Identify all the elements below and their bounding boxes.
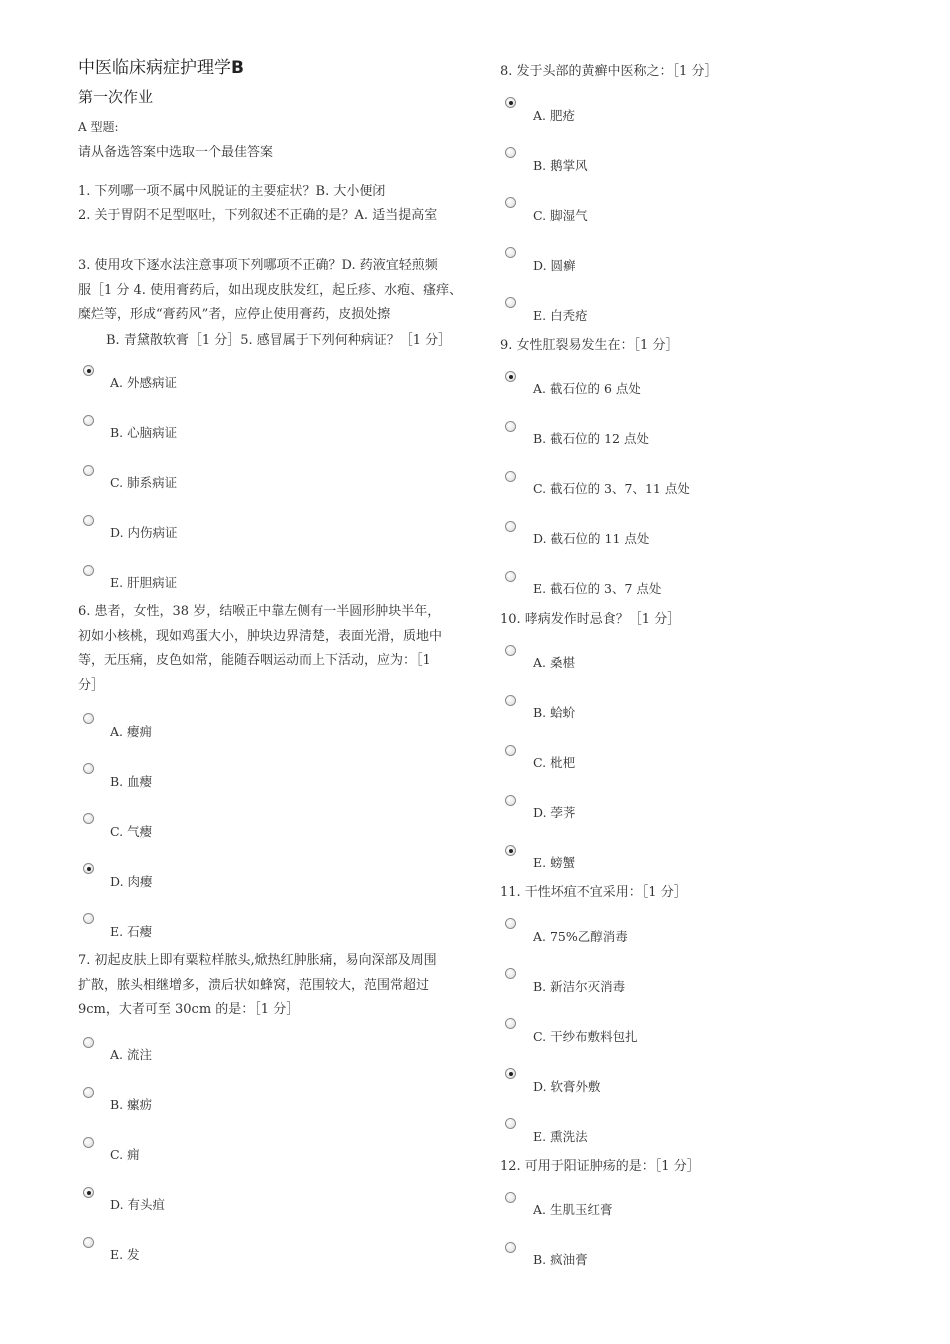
- radio-option[interactable]: [505, 845, 516, 856]
- radio-option[interactable]: [83, 1137, 94, 1148]
- radio-option[interactable]: [83, 863, 94, 874]
- radio-option[interactable]: [83, 515, 94, 526]
- question-9-text: 9. 女性肛裂易发生在：［1 分］: [500, 338, 679, 353]
- question-3-4-text: [78, 254, 478, 328]
- option-label[interactable]: A. 瘿痈: [110, 724, 152, 739]
- radio-option[interactable]: [505, 695, 516, 706]
- option-label[interactable]: C. 痈: [110, 1147, 140, 1162]
- radio-option[interactable]: [83, 365, 94, 376]
- radio-option[interactable]: [505, 1018, 516, 1029]
- option-label[interactable]: D. 截石位的 11 点处: [533, 531, 650, 546]
- option-label[interactable]: B. 疯油膏: [533, 1252, 588, 1267]
- instruction: 请从备选答案中选取一个最佳答案: [78, 145, 274, 160]
- option-label[interactable]: D. 有头疽: [110, 1197, 166, 1212]
- option-label[interactable]: E. 熏洗法: [533, 1129, 588, 1144]
- option-label[interactable]: B. 新洁尔灭消毒: [533, 979, 626, 994]
- option-label[interactable]: D. 肉瘿: [110, 874, 153, 889]
- question-5-text: B. 青黛散软膏［1 分］5. 感冒属于下列何种病证？［1 分］: [106, 333, 452, 348]
- title-suffix: B: [231, 58, 244, 78]
- question-11-text: 11. 干性坏疽不宜采用：［1 分］: [500, 885, 687, 900]
- option-label[interactable]: E. 肝胆病证: [110, 575, 178, 590]
- title-main: 中医临床病症护理学: [78, 58, 231, 78]
- radio-option[interactable]: [83, 1187, 94, 1198]
- radio-option[interactable]: [83, 713, 94, 724]
- option-label[interactable]: A. 外感病证: [110, 375, 177, 390]
- question-3-line: 服［1 分 4. 使用膏药后，如出现皮肤发红，起丘疹、水疱、瘙痒、: [78, 282, 463, 298]
- radio-option[interactable]: [505, 1242, 516, 1253]
- radio-option[interactable]: [83, 1237, 94, 1248]
- radio-option[interactable]: [505, 745, 516, 756]
- option-label[interactable]: B. 心脑病证: [110, 425, 178, 440]
- radio-option[interactable]: [83, 415, 94, 426]
- option-label[interactable]: D. 荸荠: [533, 805, 576, 820]
- option-label[interactable]: A. 桑椹: [533, 655, 575, 670]
- radio-option[interactable]: [505, 968, 516, 979]
- option-label[interactable]: E. 石瘿: [110, 924, 153, 939]
- radio-option[interactable]: [505, 795, 516, 806]
- option-label[interactable]: A. 流注: [110, 1047, 152, 1062]
- option-label[interactable]: D. 软膏外敷: [533, 1079, 601, 1094]
- option-label[interactable]: A. 截石位的 6 点处: [533, 381, 641, 396]
- radio-option[interactable]: [505, 521, 516, 532]
- radio-option[interactable]: [505, 297, 516, 308]
- radio-option[interactable]: [505, 1118, 516, 1129]
- question-6-line: 等，无压痛，皮色如常，能随吞咽运动而上下活动，应为：［1: [78, 653, 431, 668]
- option-label[interactable]: C. 截石位的 3、7、11 点处: [533, 481, 690, 496]
- radio-option[interactable]: [83, 465, 94, 476]
- option-label[interactable]: E. 白秃疮: [533, 308, 588, 323]
- radio-option[interactable]: [505, 1192, 516, 1203]
- radio-option[interactable]: [505, 97, 516, 108]
- radio-option[interactable]: [505, 247, 516, 258]
- radio-option[interactable]: [505, 147, 516, 158]
- option-label[interactable]: E. 截石位的 3、7 点处: [533, 581, 662, 596]
- option-label[interactable]: B. 血瘿: [110, 774, 153, 789]
- radio-option[interactable]: [83, 763, 94, 774]
- option-label[interactable]: C. 气瘿: [110, 824, 153, 839]
- option-label[interactable]: B. 瘰疬: [110, 1097, 153, 1112]
- option-label[interactable]: E. 发: [110, 1247, 140, 1262]
- option-label[interactable]: D. 圆癣: [533, 258, 576, 273]
- question-1: 1. 下列哪一项不属中风脱证的主要症状？B. 大小便闭: [78, 184, 386, 199]
- section-type: A 型题:: [78, 120, 119, 134]
- option-label[interactable]: B. 截石位的 12 点处: [533, 431, 649, 446]
- question-10-text: 10. 哮病发作时忌食？［1 分］: [500, 612, 681, 627]
- radio-option[interactable]: [505, 197, 516, 208]
- question-6-line: 初如小核桃，现如鸡蛋大小，肿块边界清楚，表面光滑，质地中: [78, 628, 443, 644]
- option-label[interactable]: A. 肥疮: [533, 108, 575, 123]
- radio-option[interactable]: [83, 1087, 94, 1098]
- radio-option[interactable]: [505, 421, 516, 432]
- question-8-text: 8. 发于头部的黄癣中医称之：［1 分］: [500, 64, 718, 79]
- document-subtitle: 第一次作业: [78, 88, 154, 106]
- question-7-line: 9cm，大者可至 30cm 的是：［1 分］: [78, 1002, 300, 1017]
- option-label[interactable]: B. 鹅掌风: [533, 158, 588, 173]
- option-label[interactable]: C. 肺系病证: [110, 475, 178, 490]
- question-7-text: [78, 949, 478, 1023]
- question-6-line: 分］: [78, 677, 105, 693]
- option-label[interactable]: C. 脚湿气: [533, 208, 588, 223]
- radio-option[interactable]: [505, 918, 516, 929]
- question-7-line: 7. 初起皮肤上即有粟粒样脓头,焮热红肿胀痛，易向深部及周围: [78, 953, 437, 968]
- radio-option[interactable]: [505, 571, 516, 582]
- question-6-line: 6. 患者，女性，38 岁，结喉正中靠左侧有一半圆形肿块半年，: [78, 604, 441, 619]
- question-3-line: 3. 使用攻下逐水法注意事项下列哪项不正确？D. 药液宜轻煎频: [78, 258, 438, 273]
- radio-option[interactable]: [83, 813, 94, 824]
- radio-option[interactable]: [83, 1037, 94, 1048]
- option-label[interactable]: D. 内伤病证: [110, 525, 178, 540]
- question-12-text: 12. 可用于阳证肿疡的是：［1 分］: [500, 1159, 700, 1174]
- radio-option[interactable]: [505, 645, 516, 656]
- option-label[interactable]: B. 蛤蚧: [533, 705, 576, 720]
- radio-option[interactable]: [83, 565, 94, 576]
- radio-option[interactable]: [505, 371, 516, 382]
- option-label[interactable]: C. 枇杷: [533, 755, 576, 770]
- radio-option[interactable]: [505, 471, 516, 482]
- question-2: 2. 关于胃阴不足型呕吐，下列叙述不正确的是？A. 适当提高室: [78, 208, 438, 223]
- option-label[interactable]: C. 干纱布敷料包扎: [533, 1029, 638, 1044]
- option-label[interactable]: A. 生肌玉红膏: [533, 1202, 613, 1217]
- question-6-text: [78, 600, 478, 698]
- option-label[interactable]: E. 螃蟹: [533, 855, 576, 870]
- question-3-line: 糜烂等，形成“膏药风”者，应停止使用膏药，皮损处擦: [78, 307, 391, 322]
- question-7-line: 扩散，脓头相继增多，溃后状如蜂窝，范围较大，范围常超过: [78, 977, 430, 993]
- document-title: [78, 57, 244, 79]
- option-label[interactable]: A. 75%乙醇消毒: [533, 929, 628, 944]
- radio-option[interactable]: [83, 913, 94, 924]
- radio-option[interactable]: [505, 1068, 516, 1079]
